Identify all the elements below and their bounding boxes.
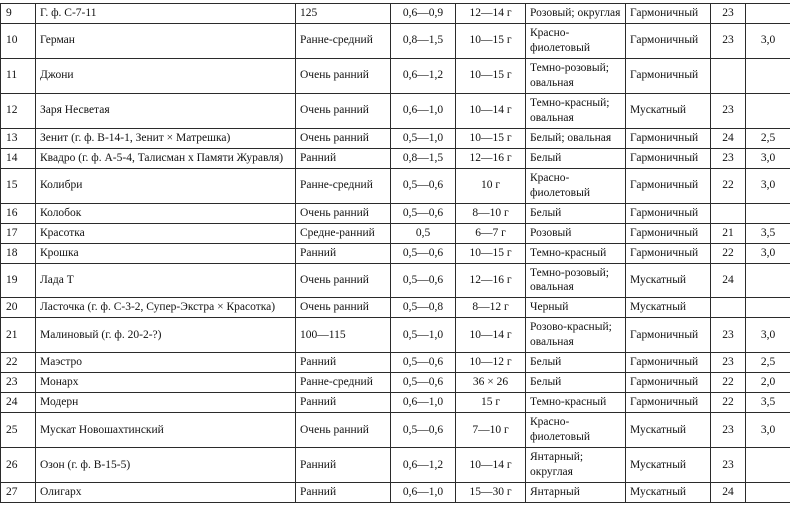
cell-berry-color-shape: Белый [526,203,626,223]
cell-taste: Гармоничный [626,148,711,168]
cell-cluster-weight-kg: 0,5—0,6 [391,353,456,373]
cell-ripening-period: Ранне-средний [296,373,391,393]
cell-berry-weight-g: 10 г [456,168,526,203]
cell-berry-weight-g: 15 г [456,393,526,413]
cell-taste: Мускатный [626,263,711,298]
cell-berry-color-shape: Белый; овальная [526,128,626,148]
table-row [1,148,790,168]
cell-last-value: 3,0 [746,24,790,59]
cell-taste: Гармоничный [626,393,711,413]
cell-variety-name: Квадро (г. ф. А-5-4, Талисман х Памяти Журавля) [36,148,296,168]
table-body [1,4,790,503]
cell-variety-name: Озон (г. ф. В-15-5) [36,448,296,483]
cell-variety-name: Олигарх [36,483,296,503]
cell-row-number: 14 [1,148,36,168]
cell-berry-weight-g: 10—14 г [456,93,526,128]
table-row [1,4,790,24]
cell-row-number: 9 [1,4,36,24]
cell-row-number: 18 [1,243,36,263]
cell-cluster-weight-kg: 0,5—0,6 [391,263,456,298]
cell-row-number: 11 [1,58,36,93]
cell-taste: Мускатный [626,413,711,448]
cell-berry-color-shape: Черный [526,298,626,318]
cell-last-value: 2,5 [746,353,790,373]
cell-taste: Гармоничный [626,373,711,393]
cell-berry-color-shape: Розовый [526,223,626,243]
cell-last-value: 3,0 [746,318,790,353]
table-row [1,263,790,298]
cell-ripening-period: Очень ранний [296,413,391,448]
table-row [1,413,790,448]
cell-last-value [746,298,790,318]
cell-ripening-period: 100—115 [296,318,391,353]
cell-berry-weight-g: 10—15 г [456,243,526,263]
cell-variety-name: Заря Несветая [36,93,296,128]
cell-tasting-score: 21 [711,223,746,243]
cell-last-value [746,58,790,93]
cell-cluster-weight-kg: 0,8—1,5 [391,24,456,59]
cell-row-number: 20 [1,298,36,318]
cell-taste: Мускатный [626,93,711,128]
cell-berry-weight-g: 12—16 г [456,263,526,298]
table-row [1,373,790,393]
cell-berry-weight-g: 6—7 г [456,223,526,243]
cell-ripening-period: Средне-ранний [296,223,391,243]
cell-last-value [746,93,790,128]
cell-berry-weight-g: 12—16 г [456,148,526,168]
cell-tasting-score: 23 [711,413,746,448]
cell-taste: Гармоничный [626,24,711,59]
cell-tasting-score: 23 [711,93,746,128]
cell-last-value [746,4,790,24]
cell-taste: Гармоничный [626,58,711,93]
cell-row-number: 19 [1,263,36,298]
cell-row-number: 27 [1,483,36,503]
cell-taste: Мускатный [626,448,711,483]
cell-cluster-weight-kg: 0,5—0,6 [391,243,456,263]
cell-taste: Гармоничный [626,4,711,24]
cell-berry-weight-g: 10—14 г [456,448,526,483]
cell-cluster-weight-kg: 0,6—0,9 [391,4,456,24]
cell-berry-weight-g: 12—14 г [456,4,526,24]
cell-last-value [746,263,790,298]
table-row [1,353,790,373]
cell-tasting-score: 23 [711,148,746,168]
cell-variety-name: Модерн [36,393,296,413]
cell-tasting-score: 22 [711,168,746,203]
table-row [1,203,790,223]
cell-taste: Гармоничный [626,168,711,203]
cell-variety-name: Лада Т [36,263,296,298]
cell-last-value [746,483,790,503]
cell-row-number: 22 [1,353,36,373]
cell-variety-name: Колобок [36,203,296,223]
cell-ripening-period: Ранний [296,148,391,168]
cell-taste: Мускатный [626,483,711,503]
cell-variety-name: Мускат Новошахтинский [36,413,296,448]
cell-tasting-score: 23 [711,448,746,483]
cell-tasting-score: 22 [711,243,746,263]
cell-cluster-weight-kg: 0,6—1,0 [391,393,456,413]
cell-berry-color-shape: Розово-красный; овальная [526,318,626,353]
cell-variety-name: Красотка [36,223,296,243]
cell-variety-name: Герман [36,24,296,59]
cell-last-value: 3,0 [746,168,790,203]
cell-last-value [746,448,790,483]
cell-berry-color-shape: Красно-фиолетовый [526,413,626,448]
cell-berry-color-shape: Белый [526,148,626,168]
cell-berry-weight-g: 10—14 г [456,318,526,353]
table-row [1,223,790,243]
cell-cluster-weight-kg: 0,5 [391,223,456,243]
table-row [1,243,790,263]
cell-taste: Гармоничный [626,203,711,223]
cell-berry-weight-g: 10—15 г [456,128,526,148]
cell-cluster-weight-kg: 0,5—1,0 [391,318,456,353]
cell-taste: Мускатный [626,298,711,318]
table-row [1,24,790,59]
cell-ripening-period: Ранний [296,353,391,373]
cell-berry-color-shape: Янтарный; округлая [526,448,626,483]
cell-tasting-score [711,203,746,223]
cell-berry-weight-g: 36 × 26 [456,373,526,393]
cell-berry-weight-g: 15—30 г [456,483,526,503]
cell-ripening-period: Очень ранний [296,58,391,93]
cell-berry-color-shape: Красно-фиолетовый [526,24,626,59]
grape-varieties-table [0,3,790,503]
cell-tasting-score [711,58,746,93]
cell-ripening-period: Очень ранний [296,128,391,148]
cell-cluster-weight-kg: 0,5—0,6 [391,168,456,203]
cell-berry-weight-g: 8—10 г [456,203,526,223]
cell-ripening-period: Ранний [296,393,391,413]
cell-variety-name: Колибри [36,168,296,203]
cell-last-value: 2,5 [746,128,790,148]
cell-ripening-period: Ранний [296,448,391,483]
cell-berry-color-shape: Темно-розовый; овальная [526,263,626,298]
cell-row-number: 26 [1,448,36,483]
table-row [1,448,790,483]
table-row [1,93,790,128]
cell-taste: Гармоничный [626,353,711,373]
cell-berry-color-shape: Темно-красный [526,393,626,413]
cell-variety-name: Г. ф. С-7-11 [36,4,296,24]
cell-variety-name: Ласточка (г. ф. С-3-2, Супер-Экстра × Красотка) [36,298,296,318]
cell-berry-weight-g: 8—12 г [456,298,526,318]
cell-cluster-weight-kg: 0,6—1,2 [391,448,456,483]
table-row [1,58,790,93]
cell-variety-name: Крошка [36,243,296,263]
cell-variety-name: Маэстро [36,353,296,373]
cell-last-value: 3,5 [746,223,790,243]
cell-row-number: 13 [1,128,36,148]
cell-tasting-score: 24 [711,263,746,298]
cell-row-number: 15 [1,168,36,203]
cell-ripening-period: Очень ранний [296,203,391,223]
cell-berry-color-shape: Темно-красный; овальная [526,93,626,128]
cell-row-number: 24 [1,393,36,413]
cell-berry-color-shape: Темно-красный [526,243,626,263]
cell-row-number: 16 [1,203,36,223]
cell-taste: Гармоничный [626,243,711,263]
cell-tasting-score [711,298,746,318]
cell-row-number: 25 [1,413,36,448]
cell-tasting-score: 24 [711,483,746,503]
cell-berry-color-shape: Белый [526,353,626,373]
cell-row-number: 23 [1,373,36,393]
cell-cluster-weight-kg: 0,6—1,0 [391,483,456,503]
cell-cluster-weight-kg: 0,8—1,5 [391,148,456,168]
cell-last-value: 2,0 [746,373,790,393]
cell-last-value: 3,5 [746,393,790,413]
cell-berry-weight-g: 10—12 г [456,353,526,373]
cell-last-value: 3,0 [746,413,790,448]
cell-tasting-score: 23 [711,24,746,59]
table-row [1,483,790,503]
cell-ripening-period: Ранне-средний [296,24,391,59]
cell-row-number: 12 [1,93,36,128]
table-row [1,318,790,353]
cell-berry-weight-g: 10—15 г [456,24,526,59]
cell-taste: Гармоничный [626,128,711,148]
cell-cluster-weight-kg: 0,5—0,6 [391,413,456,448]
cell-tasting-score: 24 [711,128,746,148]
cell-last-value [746,203,790,223]
cell-tasting-score: 23 [711,353,746,373]
cell-cluster-weight-kg: 0,6—1,2 [391,58,456,93]
cell-variety-name: Джони [36,58,296,93]
table-row [1,298,790,318]
cell-ripening-period: Ранний [296,483,391,503]
cell-tasting-score: 23 [711,4,746,24]
table-row [1,128,790,148]
cell-berry-color-shape: Розовый; округлая [526,4,626,24]
cell-tasting-score: 22 [711,393,746,413]
cell-ripening-period: Ранне-средний [296,168,391,203]
cell-last-value: 3,0 [746,148,790,168]
cell-ripening-period: Очень ранний [296,298,391,318]
cell-row-number: 10 [1,24,36,59]
cell-row-number: 17 [1,223,36,243]
cell-tasting-score: 23 [711,318,746,353]
cell-cluster-weight-kg: 0,5—0,8 [391,298,456,318]
cell-variety-name: Монарх [36,373,296,393]
cell-variety-name: Зенит (г. ф. В-14-1, Зенит × Матрешка) [36,128,296,148]
cell-taste: Гармоничный [626,223,711,243]
table-row [1,168,790,203]
cell-taste: Гармоничный [626,318,711,353]
cell-ripening-period: Ранний [296,243,391,263]
cell-variety-name: Малиновый (г. ф. 20-2-?) [36,318,296,353]
cell-berry-color-shape: Белый [526,373,626,393]
cell-ripening-period: Очень ранний [296,263,391,298]
cell-berry-weight-g: 10—15 г [456,58,526,93]
cell-berry-color-shape: Темно-розовый; овальная [526,58,626,93]
cell-last-value: 3,0 [746,243,790,263]
cell-ripening-period: Очень ранний [296,93,391,128]
cell-berry-color-shape: Янтарный [526,483,626,503]
table-row [1,393,790,413]
cell-tasting-score: 22 [711,373,746,393]
cell-row-number: 21 [1,318,36,353]
cell-cluster-weight-kg: 0,5—0,6 [391,373,456,393]
cell-berry-weight-g: 7—10 г [456,413,526,448]
cell-cluster-weight-kg: 0,6—1,0 [391,93,456,128]
cell-cluster-weight-kg: 0,5—1,0 [391,128,456,148]
cell-cluster-weight-kg: 0,5—0,6 [391,203,456,223]
cell-ripening-period: 125 [296,4,391,24]
cell-berry-color-shape: Красно-фиолетовый [526,168,626,203]
